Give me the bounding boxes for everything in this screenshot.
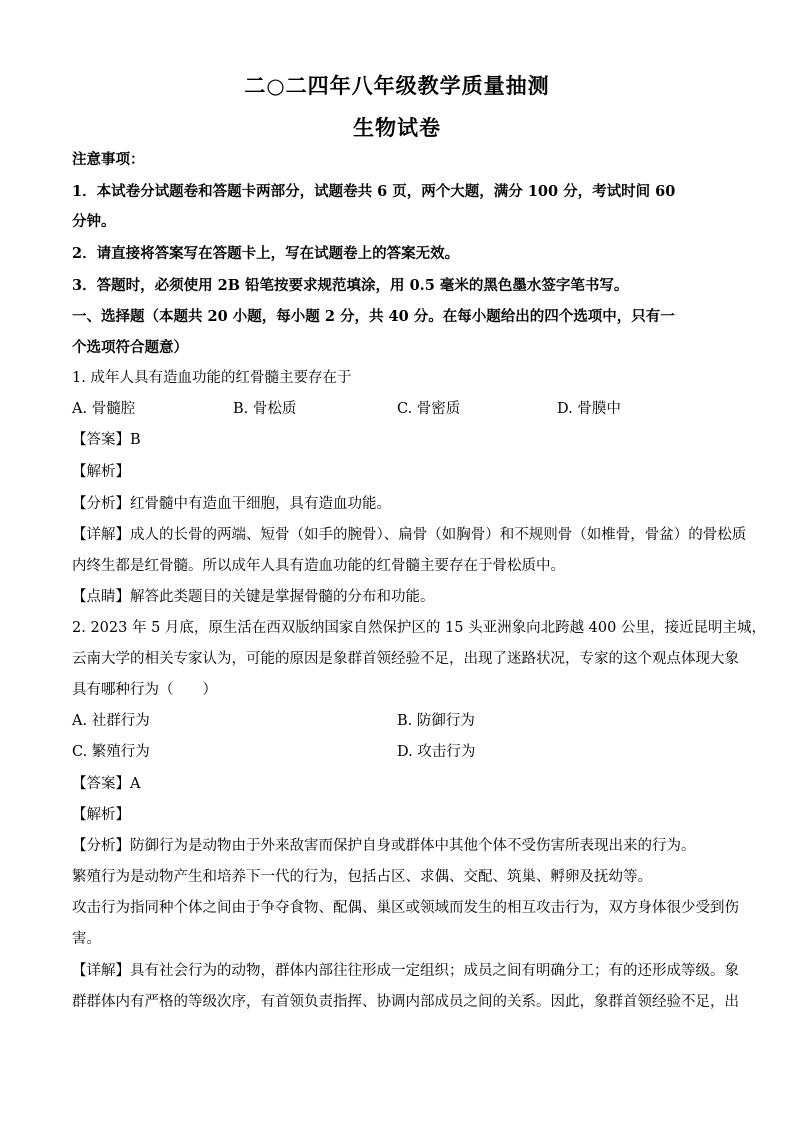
q1-option-b: B. 骨松质 xyxy=(233,401,297,417)
page-subtitle: 生物试卷 xyxy=(353,115,441,140)
section-heading: 一、选择题（本题共 20 小题，每小题 2 分，共 40 分。在每小题给出的四个选项中，只有一 xyxy=(72,308,675,325)
q2-xiangjie-cont: 群群体内有严格的等级次序，有首领负责指挥、协调内部成员之间的关系。因此，象群首领经验不足，出 xyxy=(72,994,739,1010)
q1-stem: 1. 成年人具有造血功能的红骨髓主要存在于 xyxy=(72,370,352,386)
xiangjie-text: 具有社会行为的动物，群体内部往往形成一定组织；成员之间有明确分工；有的还形成等级。象 xyxy=(130,963,739,979)
page-title: 二○二四年八年级教学质量抽测 xyxy=(244,73,550,98)
fenxi-tag: 【分析】 xyxy=(72,838,130,854)
q1-analysis-tag: 【解析】 xyxy=(72,464,130,480)
q1-option-d: D. 骨膜中 xyxy=(557,401,621,417)
section-heading-cont: 个选项符合题意） xyxy=(72,339,188,356)
q2-fenxi-cont: 害。 xyxy=(72,931,101,947)
note-item: 3．答题时，必须使用 2B 铅笔按要求规范填涂，用 0.5 毫米的黑色墨水签字笔书写。 xyxy=(72,277,629,294)
q1-dianjing xyxy=(72,587,722,607)
answer-value: B xyxy=(130,432,141,448)
xiangjie-text: 成人的长骨的两端、短骨（如手的腕骨）、扁骨（如胸骨）和不规则骨（如椎骨，骨盆）的骨松质 xyxy=(130,527,747,543)
fenxi-tag: 【分析】 xyxy=(72,496,130,512)
note-item: 分钟。 xyxy=(72,213,116,230)
q1-xiangjie xyxy=(72,525,747,545)
answer-tag: 【答案】 xyxy=(72,432,130,448)
notes-heading: 注意事项： xyxy=(72,151,145,168)
note-item: 1．本试卷分试题卷和答题卡两部分，试题卷共 6 页，两个大题，满分 100 分，考试时间 60 xyxy=(72,183,676,200)
answer-tag: 【答案】 xyxy=(72,776,130,792)
q2-fenxi xyxy=(72,836,722,856)
q1-answer xyxy=(72,430,722,450)
q2-analysis-tag: 【解析】 xyxy=(72,807,130,823)
q2-option-a: A. 社群行为 xyxy=(72,713,150,729)
q2-fenxi-cont: 攻击行为指同种个体之间由于争夺食物、配偶、巢区或领域而发生的相互攻击行为，双方身体很少受到伤 xyxy=(72,900,739,916)
q2-xiangjie xyxy=(72,961,739,981)
note-item: 2．请直接将答案写在答题卡上，写在试题卷上的答案无效。 xyxy=(72,245,460,262)
q2-option-c: C. 繁殖行为 xyxy=(72,744,150,760)
fenxi-text: 红骨髓中有造血干细胞，具有造血功能。 xyxy=(130,496,391,512)
q2-option-b: B. 防御行为 xyxy=(397,713,475,729)
dianjing-text: 解答此类题目的关键是掌握骨髓的分布和功能。 xyxy=(130,589,435,605)
q2-option-d: D. 攻击行为 xyxy=(397,744,476,760)
q1-option-c: C. 骨密质 xyxy=(397,401,461,417)
q2-stem: 2. 2023 年 5 月底，原生活在西双版纳国家自然保护区的 15 头亚洲象向北跨越 400 公里，接近昆明主城， xyxy=(72,620,766,636)
q1-option-a: A. 骨髓腔 xyxy=(72,401,136,417)
q1-xiangjie-cont: 内终生都是红骨髓。所以成年人具有造血功能的红骨髓主要存在于骨松质中。 xyxy=(72,558,565,574)
answer-value: A xyxy=(130,776,141,792)
fenxi-text: 防御行为是动物由于外来敌害而保护自身或群体中其他个体不受伤害所表现出来的行为。 xyxy=(130,838,696,854)
q1-fenxi xyxy=(72,494,722,514)
q2-answer xyxy=(72,774,722,794)
q2-stem-cont: 云南大学的相关专家认为，可能的原因是象群首领经验不足，出现了迷路状况，专家的这个观点体现大象 xyxy=(72,651,739,667)
dianjing-tag: 【点睛】 xyxy=(72,589,130,605)
xiangjie-tag: 【详解】 xyxy=(72,527,130,543)
q2-stem-cont: 具有哪种行为（ ） xyxy=(72,682,217,698)
q2-fenxi-cont: 繁殖行为是动物产生和培养下一代的行为，包括占区、求偶、交配、筑巢、孵卵及抚幼等。 xyxy=(72,869,652,885)
xiangjie-tag: 【详解】 xyxy=(72,963,130,979)
